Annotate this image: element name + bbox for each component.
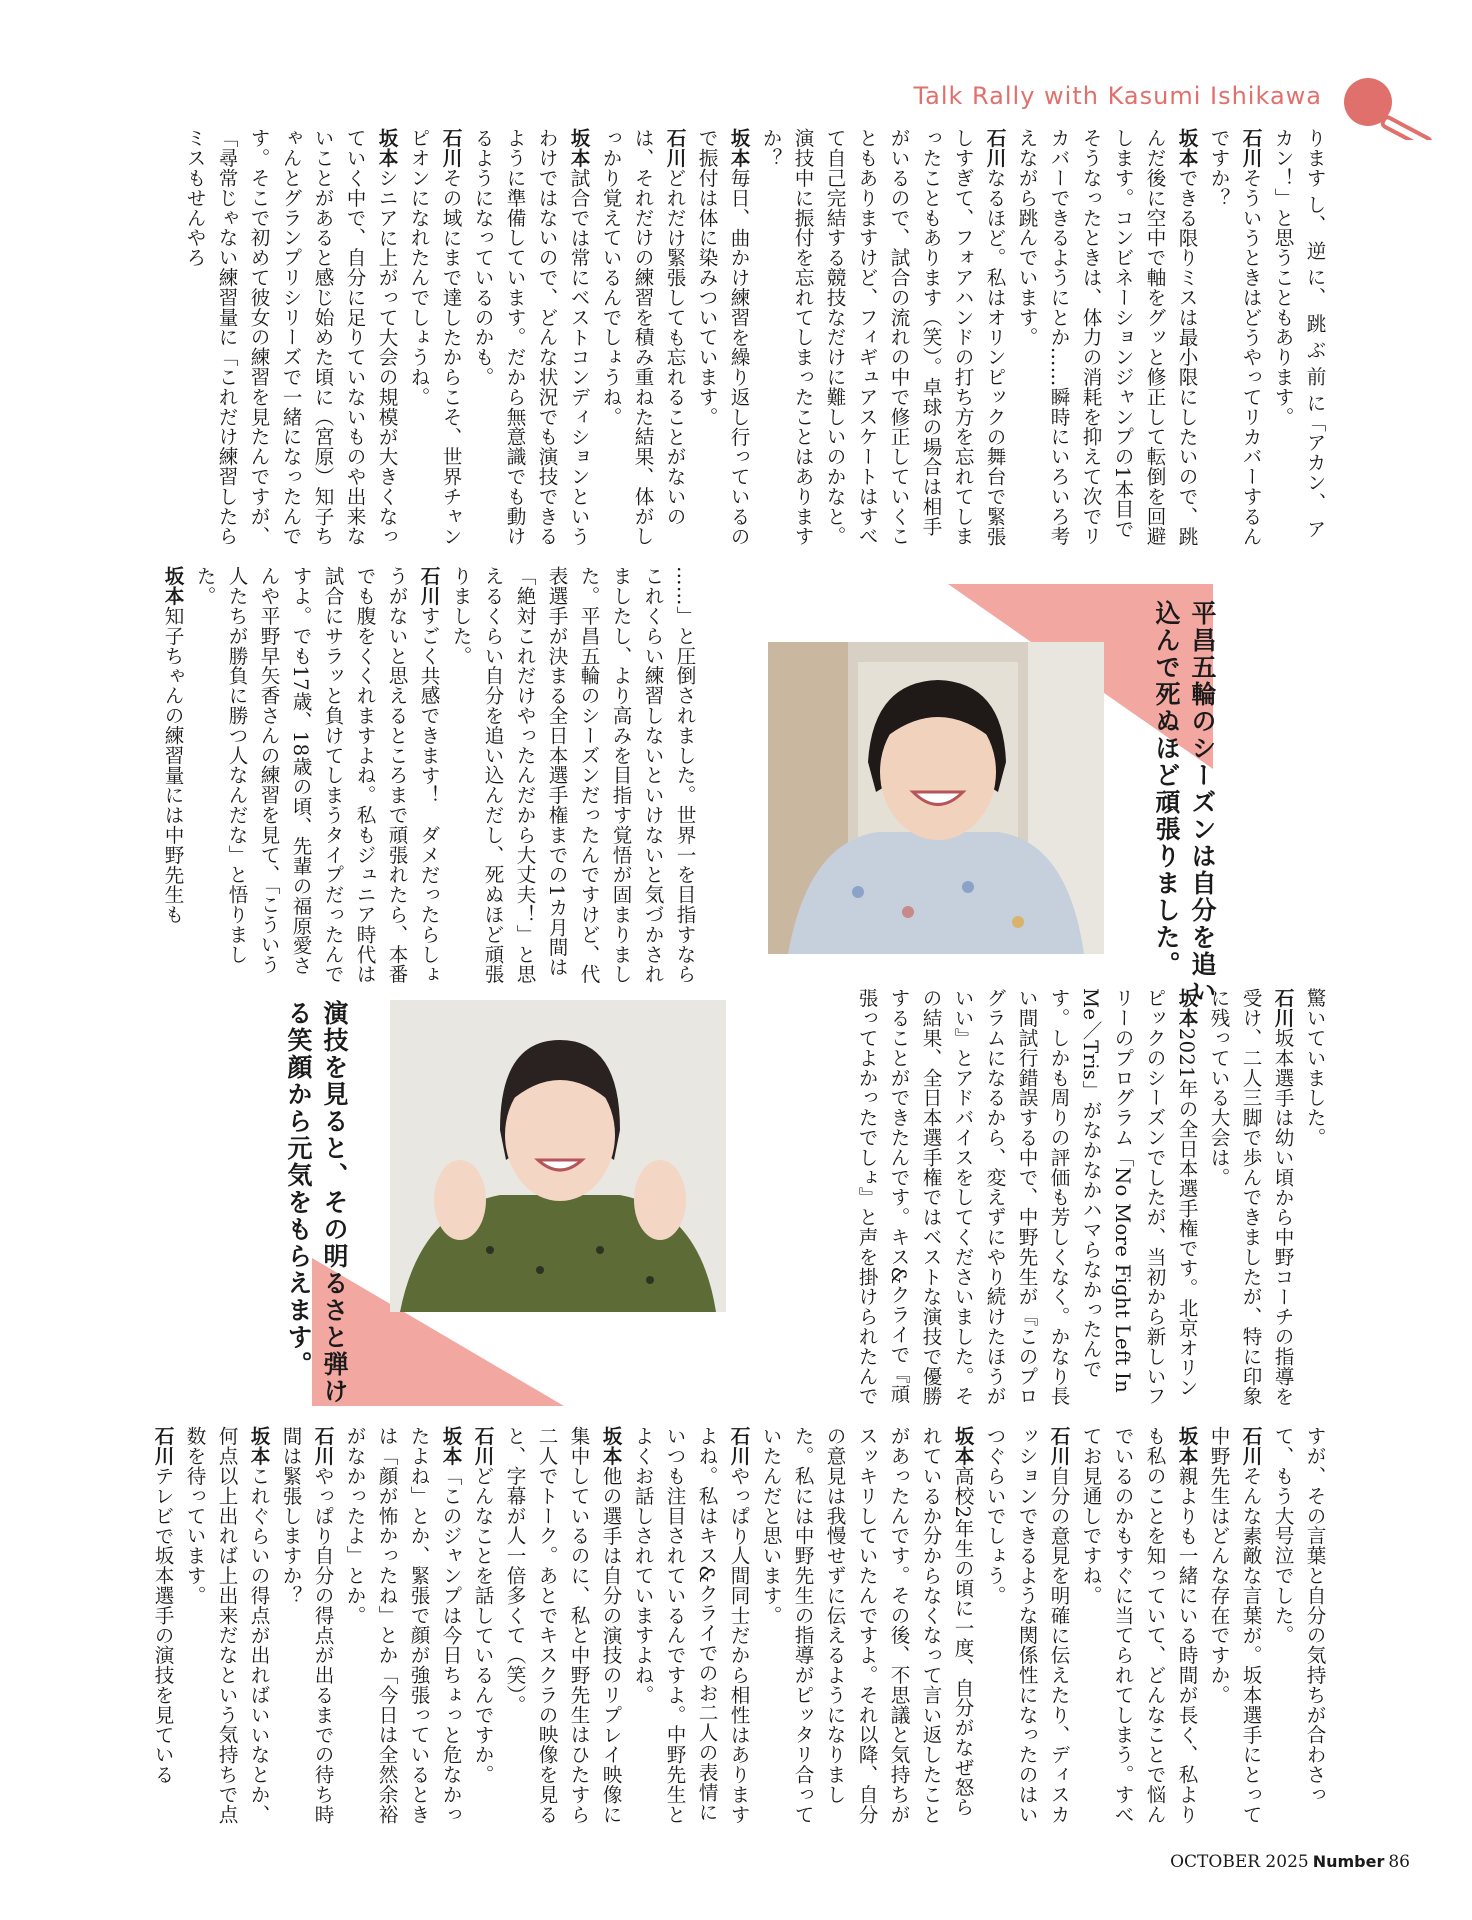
paragraph: 石川やっぱり自分の得点が出るまでの待ち時間は緊張しますか？ bbox=[279, 1426, 334, 1825]
speaker-label: 坂本 bbox=[247, 1426, 270, 1466]
pull-quote-ishikawa: 演技を見ると、その明るさと弾ける笑顔から元気をもらえます。 bbox=[284, 1000, 349, 1405]
magazine-name: Number bbox=[1312, 1852, 1385, 1871]
speaker-label: 坂本 bbox=[1175, 988, 1198, 1028]
paragraph: 坂本親よりも一緒にいる時間が長く、私よりも私のことを知っていて、どんなことで悩んでいるのかもすぐに当てられてしまう。すべてお見通しですね。 bbox=[1079, 1426, 1198, 1825]
paragraph: 坂本他の選手は自分の演技のリプレイ映像に集中しているのに、私と中野先生はひたすら二人でトーク。あとでキスクラの映像を見ると、字幕が人一倍多くて（笑）。 bbox=[503, 1426, 622, 1825]
page-number: 86 bbox=[1388, 1852, 1410, 1872]
paragraph: ります し、 逆 に、 跳 ぶ 前 に「アカン、 アカン！」と思うこともあります。 bbox=[1271, 128, 1326, 539]
article-column-2 bbox=[145, 566, 700, 986]
speaker-label: 石川 bbox=[471, 1426, 494, 1466]
pull-quote-sakamoto: 平昌五輪のシーズンは自分を追い込んで死ぬほど頑張りました。 bbox=[1152, 600, 1217, 1005]
article-column-3 bbox=[800, 988, 1330, 1408]
paragraph: 坂本毎日、曲かけ練習を繰り返し行っているので振付は体に染みついています。 bbox=[695, 128, 750, 546]
paragraph: 石川やっぱり人間同士だから相性はありますよね。私はキス&クライでのお二人の表情にいつも注目されているんですよ。中野先生とよくお話しされていますよね。 bbox=[631, 1426, 750, 1825]
page-footer bbox=[1170, 1852, 1410, 1872]
article-column-4 bbox=[145, 1426, 1330, 1831]
issue-date: OCTOBER 2025 bbox=[1170, 1852, 1309, 1872]
photo-ishikawa bbox=[390, 1000, 726, 1312]
speaker-label: 石川 bbox=[417, 566, 440, 606]
speaker-label: 石川 bbox=[1239, 1426, 1262, 1466]
speaker-label: 坂本 bbox=[1175, 1426, 1198, 1466]
speaker-label: 坂本 bbox=[567, 128, 590, 168]
speaker-label: 坂本 bbox=[599, 1426, 622, 1466]
paragraph: 坂本知子ちゃんの練習量には中野先生も bbox=[161, 566, 184, 925]
speaker-label: 坂本 bbox=[727, 128, 750, 168]
photo-sakamoto bbox=[768, 642, 1104, 954]
speaker-label: 坂本 bbox=[951, 1426, 974, 1466]
paragraph: すが、その言葉と自分の気持ちが合わさって、もう大号泣でした。 bbox=[1271, 1426, 1326, 1805]
speaker-label: 石川 bbox=[311, 1426, 334, 1466]
paragraph: 石川テレビで坂本選手の演技を見ている bbox=[151, 1426, 174, 1785]
paragraph: 驚いていました。 bbox=[1303, 988, 1326, 1148]
speaker-label: 石川 bbox=[727, 1426, 750, 1466]
paragraph: 石川坂本選手は幼い頃から中野コーチの指導を受け、二人三脚で歩んできましたが、特に印象に残っている大会は。 bbox=[1207, 988, 1294, 1406]
paragraph: 石川そんな素敵な言葉が。坂本選手にとって中野先生はどんな存在ですか。 bbox=[1207, 1426, 1262, 1825]
speaker-label: 石川 bbox=[1271, 988, 1294, 1028]
header-title: Talk Rally with Kasumi Ishikawa bbox=[913, 82, 1322, 110]
speaker-label: 石川 bbox=[1047, 1426, 1070, 1466]
speaker-label: 坂本 bbox=[439, 1426, 462, 1466]
speaker-label: 石川 bbox=[983, 128, 1006, 168]
paragraph: 石川そういうときはどうやってリカバーするんですか？ bbox=[1207, 128, 1262, 546]
paragraph: 坂本これぐらいの得点が出ればいいなとか、何点以上出れば上出来だなという気持ちで点数を待っています。 bbox=[183, 1426, 270, 1825]
paragraph: 坂本試合では常にベストコンディションというわけではないので、どんな状況でも演技できるように準備しています。だから無意識でも動けるようになっているのかも。 bbox=[471, 128, 590, 546]
speaker-label: 石川 bbox=[439, 128, 462, 168]
paragraph: 坂本シニアに上がって大会の規模が大きくなっていく中で、自分に足りていないものや出来ないことがあると感じ始めた頃に（宮原）知子ちゃんとグランプリシリーズで一緒になったんです。そこで初めて彼女の練習を見たんですが、「尋常じゃない練習量に「これだけ練習したらミスもせんやろ bbox=[183, 128, 398, 546]
speaker-label: 石川 bbox=[1239, 128, 1262, 168]
paragraph: 石川どれだけ緊張しても忘れることがないのは、それだけの練習を積み重ねた結果、体がしっかり覚えているんでしょうね。 bbox=[599, 128, 686, 546]
paragraph: 石川その域にまで達したからこそ、世界チャンピオンになれたんでしょうね。 bbox=[407, 128, 462, 546]
paragraph: 坂本できる限りミスは最小限にしたいので、跳んだ後に空中で軸をグッと修正して転倒を回避します。コンビネーションジャンプの1本目でそうなったときは、体力の消耗を抑えて次でリカバーできるようにとか……瞬時にいろいろ考えながら跳んでいます。 bbox=[1015, 128, 1198, 546]
paragraph: 石川どんなことを話しているんですか。 bbox=[471, 1426, 494, 1785]
article-column-1 bbox=[145, 128, 1330, 548]
paragraph: 坂本2021年の全日本選手権です。北京オリンピックのシーズンでしたが、当初から新しいフリーのプログラム「No More Fight Left In Me／Tris」がなかなかハマらなかったんです。しかも周りの評価も芳しくなく。かなり長い間試行錯誤する中で、中野先生が『このプログラムになるから、変えずにやり続けたほうがいい』とアドバイスをしてくださいました。その結果、全日本選手権ではベストな演技で優勝することができたんです。キス&クライで『頑張ってよかったでしょ』と声を掛けられたんで bbox=[855, 988, 1198, 1406]
speaker-label: 坂本 bbox=[375, 128, 398, 168]
speaker-label: 坂本 bbox=[1175, 128, 1198, 168]
paragraph: 石川自分の意見を明確に伝えたり、ディスカッションできるような関係性になったのはいつぐらいでしょう。 bbox=[983, 1426, 1070, 1825]
paragraph: ……」と圧倒されました。世界一を目指すならこれくらい練習しないといけないと気づかされましたし、より高みを目指す覚悟が固まりました。平昌五輪のシーズンだったんですけど、代表選手が決まる全日本選手権までの1カ月間は「絶対これだけやったんだから大丈夫！」と思えるくらい自分を追い込んだし、死ぬほど頑張りました。 bbox=[449, 566, 696, 984]
paragraph: 坂本高校2年生の頃に一度、自分がなぜ怒られているか分からなくなって言い返したことがあったんです。その後、不思議と気持ちがスッキリしていたんですよ。それ以降、自分の意見は我慢せずに伝えるようになりました。私には中野先生の指導がピッタリ合っていたんだと思います。 bbox=[759, 1426, 974, 1824]
speaker-label: 石川 bbox=[663, 128, 686, 168]
paragraph: 坂本「このジャンプは今日ちょっと危なかったよね」とか、緊張で顔が強張っているときは「顔が怖かったね」とか「今日は全然余裕がなかったよ」とか。 bbox=[343, 1426, 462, 1825]
speaker-label: 石川 bbox=[151, 1426, 174, 1466]
paragraph: 石川すごく共感できます！ ダメだったらしょうがないと思えるところまで頑張れたら、本番でも腹をくくれますよね。私もジュニア時代は試合にサラッと負けてしまうタイプだったんですよ。でも17歳、18歳の頃、先輩の福原愛さんや平野早矢香さんの練習を見て、「こういう人たちが勝負に勝つ人なんだな」と悟りました。 bbox=[193, 566, 440, 984]
speaker-label: 坂本 bbox=[161, 566, 184, 606]
ping-pong-paddle-icon bbox=[1340, 60, 1450, 140]
paragraph: 石川なるほど。私はオリンピックの舞台で緊張しすぎて、フォアハンドの打ち方を忘れてしまったこともあります（笑）。卓球の場合は相手がいるので、試合の流れの中で修正していくこともありますけど、フィギュアスケートはすべて自己完結する競技なだけに難しいのかなと。演技中に振付を忘れてしまったことはありますか？ bbox=[759, 128, 1006, 546]
